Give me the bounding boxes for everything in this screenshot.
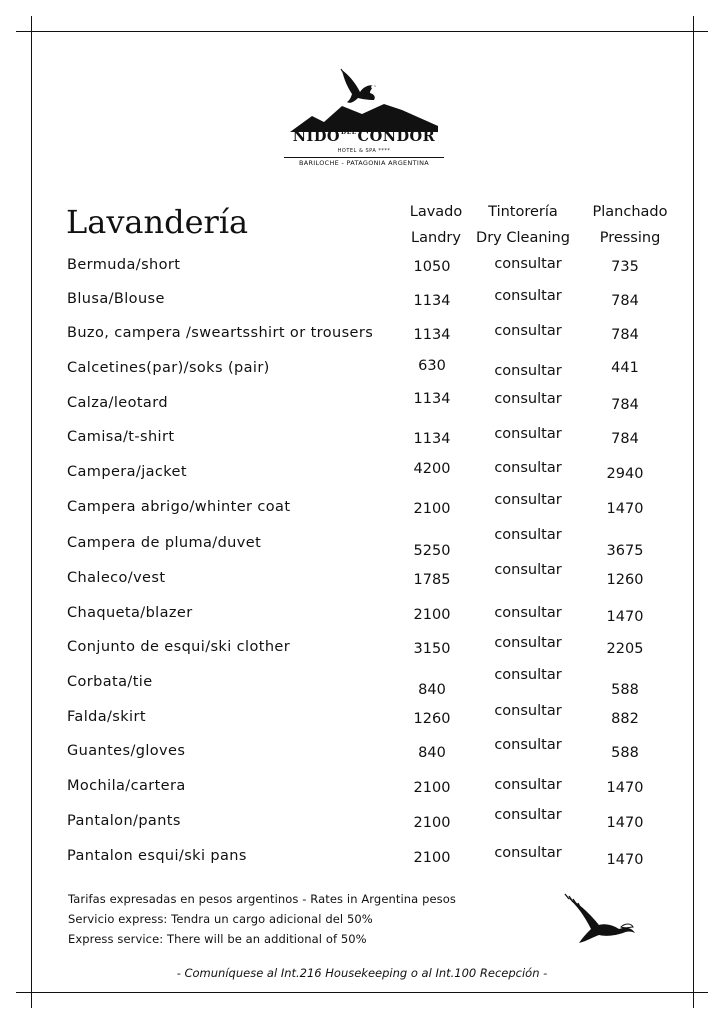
table-row [0, 635, 724, 673]
table-row [0, 737, 724, 777]
item-name: Falda/skirt [67, 709, 146, 725]
logo-name [284, 128, 444, 145]
price-lavado: 1134 [413, 391, 451, 407]
table-row [0, 807, 724, 847]
price-tintoreria: consultar [494, 391, 562, 407]
condor-icon [561, 893, 639, 949]
note-currency: Tarifas expresadas en pesos argentinos - Rates in Argentina pesos [68, 892, 456, 906]
table-row [0, 360, 724, 394]
logo-name-right: CONDOR [357, 128, 436, 145]
price-planchado: 1470 [606, 780, 644, 796]
price-tintoreria: consultar [494, 527, 562, 543]
price-tintoreria: consultar [494, 777, 562, 793]
price-tintoreria: consultar [494, 323, 562, 339]
item-name: Conjunto de esqui/ski clother [67, 639, 291, 655]
note-express-es: Servicio express: Tendra un cargo adicional del 50% [68, 912, 373, 926]
price-lavado: 840 [418, 682, 446, 698]
table-row [0, 667, 724, 708]
price-planchado: 784 [611, 431, 639, 447]
logo-location: BARILOCHE - PATAGONIA ARGENTINA [284, 157, 444, 167]
price-tintoreria: consultar [494, 605, 562, 621]
price-planchado: 1470 [606, 815, 644, 831]
column-header-planchado-en: Pressing [599, 230, 661, 246]
price-planchado: 2205 [606, 641, 644, 657]
price-planchado: 1470 [606, 609, 644, 625]
logo-tagline: HOTEL & SPA **** [337, 148, 391, 154]
column-header-tintoreria [470, 199, 576, 251]
price-tintoreria: consultar [494, 363, 562, 379]
price-planchado: 784 [611, 293, 639, 309]
price-planchado: 784 [611, 327, 639, 343]
price-planchado: 588 [611, 682, 639, 698]
table-row [0, 325, 724, 359]
column-header-lavado [400, 199, 472, 251]
condor-icon [284, 66, 444, 136]
logo-name-left: NIDO [292, 128, 341, 145]
price-planchado: 1470 [606, 852, 644, 868]
table-row [0, 257, 724, 291]
item-name: Campera abrigo/whinter coat [67, 499, 291, 515]
hotel-logo [284, 66, 444, 176]
price-lavado: 3150 [413, 641, 451, 657]
price-tintoreria: consultar [494, 288, 562, 304]
table-row [0, 605, 724, 639]
column-header-tintoreria-es: Tintorería [488, 204, 558, 220]
price-lavado: 2100 [413, 501, 451, 517]
price-lavado: 840 [418, 745, 446, 761]
item-name: Buzo, campera /sweartsshirt or trousers [67, 325, 374, 341]
price-tintoreria: consultar [494, 426, 562, 442]
price-planchado: 882 [611, 711, 639, 727]
note-express-en: Express service: There will be an additional of 50% [68, 932, 367, 946]
logo-name-del: DEL [341, 129, 357, 136]
price-lavado: 5250 [413, 543, 451, 559]
price-lavado: 4200 [413, 461, 451, 477]
price-tintoreria: consultar [494, 737, 562, 753]
column-header-planchado [580, 199, 680, 251]
page-title: Lavandería [66, 203, 249, 241]
footer-contact: - Comuníquese al Int.216 Housekeeping o al Int.100 Recepción - [176, 966, 548, 980]
table-row [0, 492, 724, 533]
table-row [0, 527, 724, 569]
column-header-lavado-en: Landry [411, 230, 461, 246]
table-row [0, 391, 724, 429]
table-row [0, 703, 724, 743]
table-row [0, 288, 724, 325]
price-lavado: 1785 [413, 572, 451, 588]
price-lavado: 2100 [413, 815, 451, 831]
table-row [0, 845, 724, 882]
price-planchado: 784 [611, 397, 639, 413]
price-lavado: 2100 [413, 850, 451, 866]
price-tintoreria: consultar [494, 256, 562, 272]
price-tintoreria: consultar [494, 667, 562, 683]
price-planchado: 735 [611, 259, 639, 275]
price-tintoreria: consultar [494, 807, 562, 823]
frame-line-top [16, 31, 708, 32]
price-lavado: 2100 [413, 780, 451, 796]
column-header-tintoreria-en: Dry Cleaning [476, 230, 570, 246]
item-name: Guantes/gloves [67, 743, 186, 759]
price-planchado: 588 [611, 745, 639, 761]
price-lavado: 1134 [413, 431, 451, 447]
price-tintoreria: consultar [494, 703, 562, 719]
table-row [0, 562, 724, 604]
item-name: Campera de pluma/duvet [67, 535, 262, 551]
item-name: Camisa/t-shirt [67, 429, 175, 445]
item-name: Calcetines(par)/soks (pair) [67, 360, 270, 376]
price-lavado: 1134 [413, 293, 451, 309]
price-planchado: 2940 [606, 466, 644, 482]
item-name: Chaleco/vest [67, 570, 166, 586]
price-tintoreria: consultar [494, 845, 562, 861]
item-name: Pantalon esqui/ski pans [67, 848, 247, 864]
column-header-planchado-es: Planchado [592, 204, 668, 220]
item-name: Pantalon/pants [67, 813, 181, 829]
item-name: Corbata/tie [67, 674, 153, 690]
price-planchado: 441 [611, 360, 639, 376]
table-row [0, 460, 724, 498]
item-name: Chaqueta/blazer [67, 605, 193, 621]
price-lavado: 1050 [413, 259, 451, 275]
column-header-lavado-es: Lavado [409, 204, 463, 220]
price-lavado: 1260 [413, 711, 451, 727]
item-name: Campera/jacket [67, 464, 187, 480]
item-name: Blusa/Blouse [67, 291, 165, 307]
price-planchado: 1470 [606, 501, 644, 517]
price-lavado: 1134 [413, 327, 451, 343]
price-lavado: 630 [418, 358, 446, 374]
table-row [0, 778, 724, 812]
price-tintoreria: consultar [494, 492, 562, 508]
table-row [0, 426, 724, 463]
frame-line-bottom [16, 992, 708, 993]
item-name: Mochila/cartera [67, 778, 186, 794]
price-tintoreria: consultar [494, 460, 562, 476]
price-planchado: 1260 [606, 572, 644, 588]
price-tintoreria: consultar [494, 635, 562, 651]
price-tintoreria: consultar [494, 562, 562, 578]
price-lavado: 2100 [413, 607, 451, 623]
item-name: Bermuda/short [67, 257, 181, 273]
item-name: Calza/leotard [67, 395, 168, 411]
price-planchado: 3675 [606, 543, 644, 559]
